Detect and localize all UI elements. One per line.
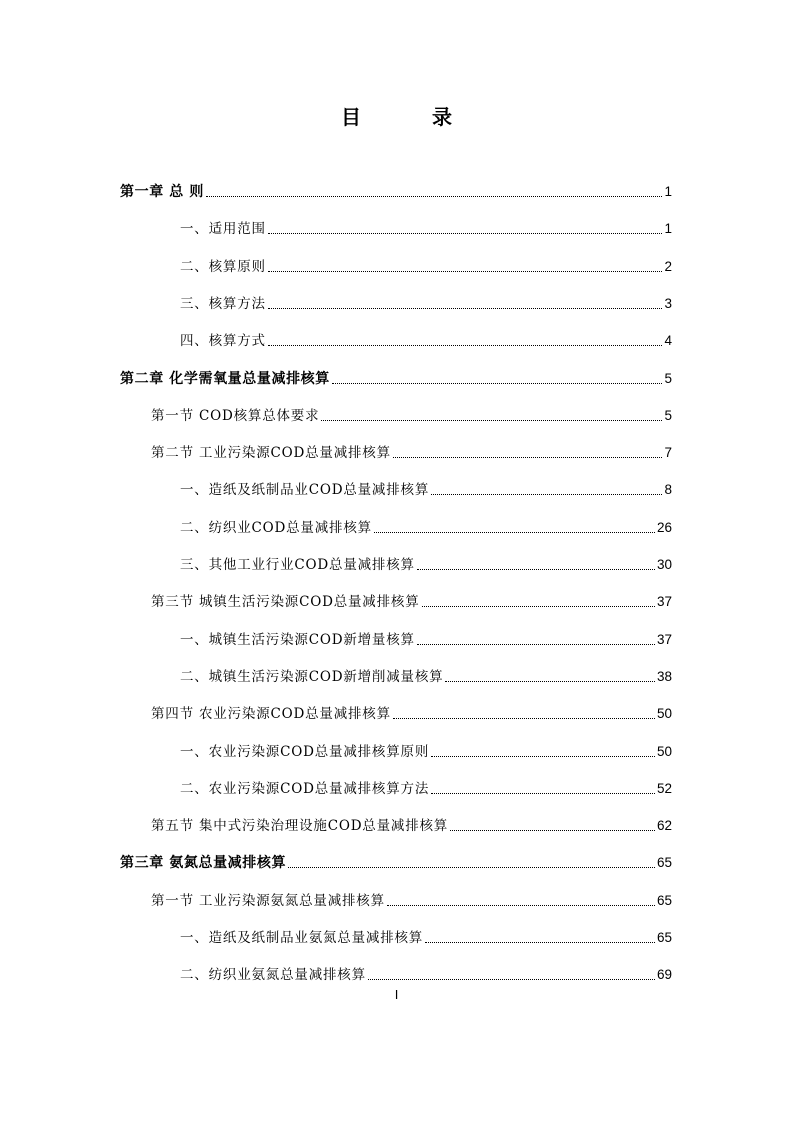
dot-leader [431, 793, 655, 794]
toc-entry[interactable] [180, 329, 672, 351]
toc-entry-label: 二、纺织业氨氮总量减排核算 [180, 967, 366, 984]
toc-entry[interactable] [180, 963, 672, 985]
toc-entry-page-number: 65 [656, 892, 672, 908]
toc-entry-label: 三、其他工业行业COD总量减排核算 [180, 557, 415, 573]
toc-entry-page-number: 26 [656, 519, 672, 535]
dot-leader [268, 233, 663, 234]
dot-leader [431, 756, 655, 757]
toc-entry-page-number: 50 [656, 743, 672, 759]
dot-leader [450, 830, 655, 831]
dot-leader [368, 979, 655, 980]
toc-entry[interactable] [151, 814, 672, 836]
toc-entry-page-number: 65 [656, 930, 672, 945]
toc-entry-page-number: 2 [664, 258, 672, 274]
toc-entry-label: 第一节 COD核算总体要求 [151, 407, 320, 424]
toc-entry-page-number: 52 [656, 780, 672, 796]
toc-entry-label: 第一节 工业污染源氨氮总量减排核算 [151, 892, 385, 909]
toc-entry-label: 第四节 农业污染源COD总量减排核算 [151, 706, 391, 723]
toc-entry[interactable] [180, 255, 672, 277]
toc-entry[interactable] [120, 367, 672, 389]
toc-entry[interactable] [180, 217, 672, 239]
toc-entry-label: 三、核算方法 [180, 295, 266, 312]
dot-leader [332, 383, 663, 384]
toc-entry[interactable] [120, 180, 672, 202]
toc-entry-page-number: 69 [656, 967, 672, 983]
toc-entry-label: 第二章 化学需氧量总量减排核算 [120, 370, 330, 387]
toc-entry[interactable] [180, 553, 672, 575]
dot-leader [268, 271, 663, 272]
toc-entry[interactable] [180, 478, 672, 500]
dot-leader [288, 867, 655, 868]
toc-entry-page-number: 7 [664, 445, 672, 461]
toc-entry-label: 一、农业污染源COD总量减排核算原则 [180, 743, 430, 760]
toc-entry[interactable] [180, 740, 672, 762]
page-title: 目 录 [341, 105, 484, 129]
toc-entry-label: 第五节 集中式污染治理设施COD总量减排核算 [151, 818, 449, 835]
toc-entry[interactable] [151, 702, 672, 724]
toc-entry-label: 二、农业污染源COD总量减排核算方法 [180, 780, 430, 797]
toc-entry-page-number: 5 [664, 370, 672, 386]
toc-entry-page-number: 1 [664, 184, 672, 199]
toc-entry-page-number: 1 [664, 221, 672, 237]
dot-leader [417, 569, 655, 570]
dot-leader [417, 644, 655, 645]
toc-entry-label: 二、核算原则 [180, 258, 266, 275]
toc-entry-page-number: 3 [664, 295, 672, 311]
toc-entry-page-number: 8 [664, 482, 672, 498]
toc-entry-label: 二、城镇生活污染源COD新增削减量核算 [180, 668, 444, 685]
toc-entry[interactable] [180, 777, 672, 799]
toc-entry-page-number: 65 [656, 855, 672, 871]
toc-entry-page-number: 37 [656, 594, 672, 610]
toc-entry[interactable] [120, 851, 672, 873]
toc-entry-page-number: 5 [664, 407, 672, 423]
toc-entry-page-number: 4 [664, 333, 672, 349]
toc-entry-page-number: 30 [656, 557, 672, 572]
toc-entry-label: 第三章 氨氮总量减排核算 [120, 855, 287, 872]
dot-leader [393, 718, 655, 719]
toc-entry[interactable] [180, 628, 672, 650]
dot-leader [431, 494, 662, 495]
toc-entry[interactable] [180, 665, 672, 687]
dot-leader [206, 196, 663, 197]
dot-leader [321, 420, 662, 421]
toc-entry-page-number: 38 [656, 668, 672, 684]
toc-entry-page-number: 37 [656, 631, 672, 647]
dot-leader [393, 457, 663, 458]
toc-entry[interactable] [180, 926, 672, 948]
toc-entry-label: 第二节 工业污染源COD总量减排核算 [151, 445, 391, 462]
toc-entry-label: 第三节 城镇生活污染源COD总量减排核算 [151, 594, 420, 611]
toc-entry[interactable] [180, 292, 672, 314]
dot-leader [387, 905, 655, 906]
dot-leader [425, 942, 655, 943]
toc-entry-page-number: 50 [656, 706, 672, 722]
toc-entry-label: 一、造纸及纸制品业COD总量减排核算 [180, 482, 430, 499]
toc-entry-page-number: 62 [656, 818, 672, 834]
dot-leader [374, 532, 655, 533]
toc-entry-label: 第一章 总 则 [120, 184, 204, 200]
toc-entry-label: 四、核算方式 [180, 333, 266, 350]
toc-entry-label: 一、造纸及纸制品业氨氮总量减排核算 [180, 930, 424, 946]
dot-leader [268, 345, 663, 346]
dot-leader [422, 606, 655, 607]
toc-entry[interactable] [151, 404, 672, 426]
toc-entry[interactable] [151, 441, 672, 463]
toc-entry-label: 一、适用范围 [180, 221, 266, 238]
toc-entry-label: 二、纺织业COD总量减排核算 [180, 519, 372, 536]
dot-leader [445, 681, 655, 682]
toc-entry[interactable] [180, 516, 672, 538]
toc-entry[interactable] [151, 889, 672, 911]
page-number: I [394, 987, 399, 1002]
dot-leader [268, 308, 663, 309]
toc-entry[interactable] [151, 590, 672, 612]
toc-entry-label: 一、城镇生活污染源COD新增量核算 [180, 631, 415, 648]
